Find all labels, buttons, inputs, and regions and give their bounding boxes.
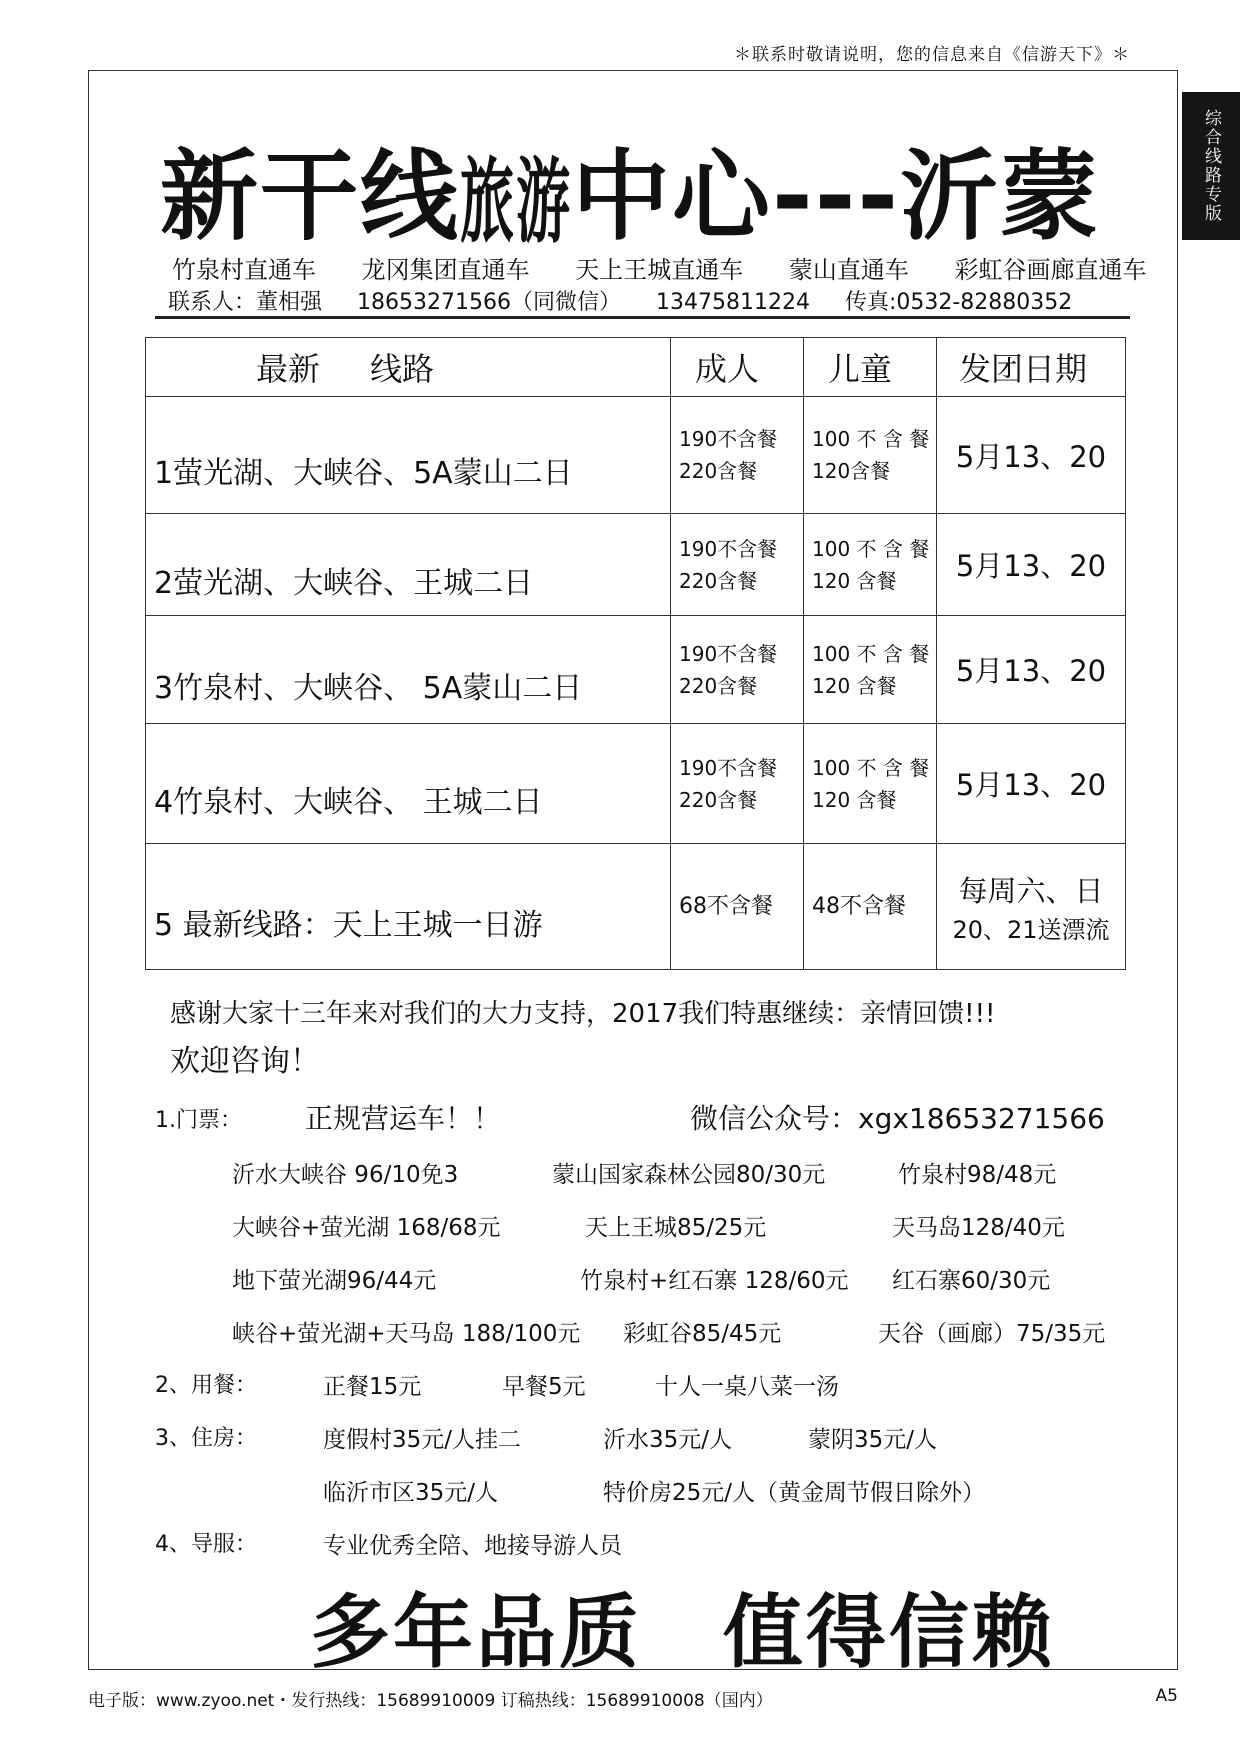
tickets-label: 1.门票：: [155, 1108, 242, 1133]
ticket-item: 大峡谷+萤光湖 168/68元: [232, 1215, 501, 1241]
direct-bus-item: 竹泉村直通车: [172, 256, 316, 284]
slogan: 多年品质 值得信赖: [310, 1586, 1055, 1679]
date-text: 5月13、20: [955, 439, 1107, 474]
table-row: [146, 616, 1126, 724]
meal-item: 十人一桌八菜一汤: [655, 1374, 839, 1400]
date-cell: [937, 616, 1126, 724]
date-text: 5月13、20: [955, 549, 1107, 583]
ticket-item: 竹泉村+红石寨 128/60元: [580, 1268, 849, 1294]
table-row: [146, 514, 1126, 616]
contact-person: 联系人：董相强: [168, 290, 323, 315]
welcome-line: 欢迎咨询！: [170, 1044, 320, 1079]
child-price-cell: [804, 616, 937, 724]
meals-label: 2、用餐：: [155, 1373, 257, 1398]
adult-price-no-meal: 68不含餐: [679, 893, 773, 919]
direct-bus-list: [172, 250, 1171, 285]
child-price-cell: [804, 514, 937, 616]
date-cell: [937, 724, 1126, 844]
guide-label: 4、导服：: [155, 1532, 257, 1557]
header-adult: 成人: [671, 338, 804, 397]
child-price-no-meal: 100 不 含 餐: [812, 536, 930, 561]
adult-price-cell: [671, 514, 804, 616]
wechat-account: 微信公众号：xgx18653271566: [690, 1102, 1105, 1135]
meal-item: 早餐5元: [502, 1374, 586, 1400]
table-header-row: [146, 338, 1126, 397]
title-part3: 中心---沂蒙: [572, 140, 1101, 254]
date-text: 5月13、20: [955, 768, 1107, 802]
ticket-item: 天上王城85/25元: [585, 1215, 767, 1241]
child-price-cell: [804, 844, 937, 970]
table-row: [146, 397, 1126, 514]
child-price-meal: 120 含餐: [812, 787, 897, 812]
ticket-item: 彩虹谷85/45元: [623, 1321, 782, 1347]
direct-bus-item: 彩虹谷画廊直通车: [954, 256, 1147, 284]
lodging-item: 度假村35元/人挂二: [323, 1427, 522, 1453]
adult-price-cell: [671, 616, 804, 724]
adult-price-cell: [671, 724, 804, 844]
thanks-message: [170, 990, 1130, 1086]
child-price-cell: [804, 397, 937, 514]
table-row: [146, 844, 1126, 970]
child-price-no-meal: 48不含餐: [812, 893, 906, 919]
ticket-item: 天马岛128/40元: [892, 1215, 1065, 1241]
lodging-item: 沂水35元/人: [603, 1427, 733, 1453]
child-price-no-meal: 100 不 含 餐: [812, 641, 930, 666]
adult-price-no-meal: 190不含餐: [679, 427, 778, 451]
route-cell: 4竹泉村、大峡谷、 王城二日: [146, 724, 671, 844]
divider: [155, 316, 1130, 319]
header-date: 发团日期: [937, 338, 1126, 397]
date-cell: [937, 397, 1126, 514]
contact-info: [168, 285, 1100, 316]
contact-phone1: 18653271566（同微信）: [357, 290, 621, 315]
date-text: 5月13、20: [955, 654, 1107, 688]
lodging-item: 临沂市区35元/人: [323, 1480, 499, 1506]
adult-price-no-meal: 190不含餐: [679, 641, 778, 666]
lodging-item: 特价房25元/人（黄金周节假日除外）: [603, 1480, 986, 1506]
direct-bus-item: 蒙山直通车: [788, 256, 909, 284]
route-cell: 5 最新线路：天上王城一日游: [146, 844, 671, 970]
page-number: A5: [1155, 1686, 1178, 1706]
section-tab: 综合线路专版: [1182, 92, 1240, 240]
guide-text: 专业优秀全陪、地接导游人员: [323, 1533, 622, 1559]
table-row: [146, 724, 1126, 844]
adult-price-meal: 220含餐: [679, 568, 758, 593]
adult-price-meal: 220含餐: [679, 459, 758, 483]
header-route: 最新 线路: [146, 338, 671, 397]
title-part1: 新干线: [160, 140, 461, 254]
ticket-item: 蒙山国家森林公园80/30元: [552, 1162, 826, 1188]
header-child: 儿童: [804, 338, 937, 397]
date-note: 20、21送漂流: [952, 915, 1110, 944]
lodging-item: 蒙阴35元/人: [808, 1427, 938, 1453]
child-price-no-meal: 100 不 含 餐: [812, 755, 930, 780]
meal-item: 正餐15元: [323, 1374, 422, 1400]
vehicle-notice: 正规营运车！！: [305, 1102, 502, 1135]
direct-bus-item: 龙冈集团直通车: [361, 256, 530, 284]
top-note: ＊联系时敬请说明，您的信息来自《信游天下》＊: [734, 45, 1130, 65]
contact-fax: 传真:0532-82880352: [844, 290, 1073, 315]
routes-table: [145, 337, 1126, 970]
child-price-cell: [804, 724, 937, 844]
ticket-item: 沂水大峡谷 96/10免3: [232, 1162, 459, 1188]
ticket-item: 地下萤光湖96/44元: [232, 1268, 437, 1294]
child-price-meal: 120含餐: [812, 459, 891, 483]
direct-bus-item: 天上王城直通车: [575, 256, 744, 284]
contact-phone2: 13475811224: [655, 290, 810, 315]
footer-info: 电子版：www.zyoo.net・发行热线：15689910009 订稿热线：15689910008（国内）: [88, 1691, 773, 1711]
date-text: 每周六、日: [958, 873, 1104, 908]
date-cell: [937, 514, 1126, 616]
lodging-label: 3、住房：: [155, 1426, 257, 1451]
adult-price-no-meal: 190不含餐: [679, 755, 778, 780]
adult-price-meal: 220含餐: [679, 787, 758, 812]
adult-price-meal: 220含餐: [679, 673, 758, 698]
ticket-item: 天谷（画廊）75/35元: [878, 1321, 1106, 1347]
route-cell: 3竹泉村、大峡谷、 5A蒙山二日: [146, 616, 671, 724]
thanks-line: 感谢大家十三年来对我们的大力支持，2017我们特惠继续：亲情回馈!!!: [170, 999, 996, 1029]
adult-price-cell: [671, 844, 804, 970]
child-price-meal: 120 含餐: [812, 673, 897, 698]
adult-price-no-meal: 190不含餐: [679, 536, 778, 561]
date-cell: [937, 844, 1126, 970]
ticket-item: 红石寨60/30元: [892, 1268, 1051, 1294]
title-part2: 旅游: [460, 148, 573, 256]
footer: [88, 1686, 1178, 1711]
adult-price-cell: [671, 397, 804, 514]
ticket-item: 峡谷+萤光湖+天马岛 188/100元: [232, 1321, 581, 1347]
route-cell: 2萤光湖、大峡谷、王城二日: [146, 514, 671, 616]
child-price-meal: 120 含餐: [812, 568, 897, 593]
child-price-no-meal: 100 不 含 餐: [812, 427, 930, 451]
ticket-item: 竹泉村98/48元: [898, 1162, 1057, 1188]
page-title: [160, 118, 1100, 259]
route-cell: 1萤光湖、大峡谷、5A蒙山二日: [146, 397, 671, 514]
